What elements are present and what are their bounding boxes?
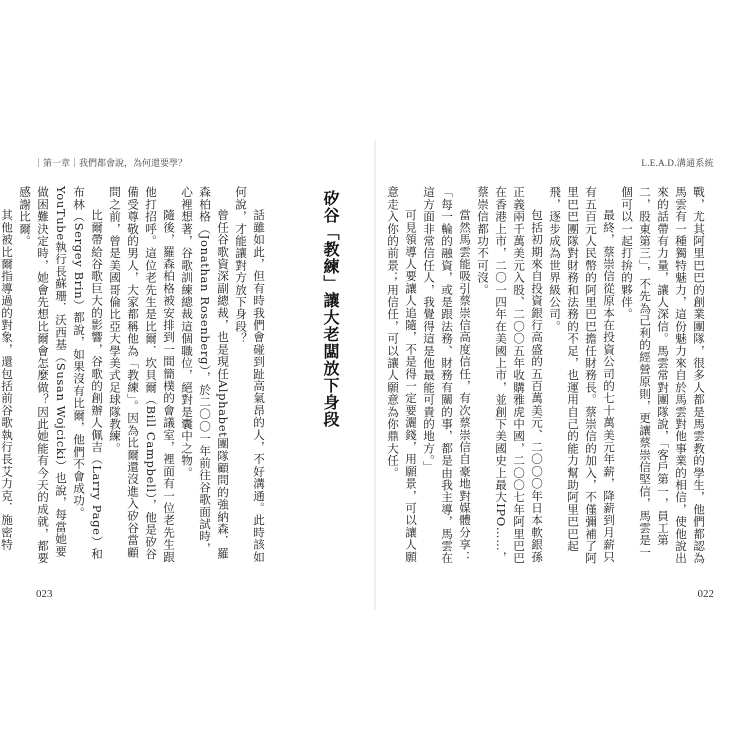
paragraph: 曾任谷歌資深副總裁，也是現任Alphabet團隊顧問的強納森．羅森柏格（Jonathan Rosenberg），於二〇〇一年前往谷歌面試時，心裡想著，谷歌訓練總裁這個職位，絕對是囊中之物。 — [180, 186, 230, 560]
left-page-number: 023 — [36, 588, 53, 600]
paragraph: 戰，尤其阿里巴巴的創業團隊，很多人都是馬雲教的學生，他們都認為馬雲有一種獨特魅力，這份魅力來自於馬雲對他事業的相信，使他說出來的話帶有力量，讓人深信。馬雲常對團隊說，「客戶第一，員工第二，股東第三」，不先為己利的經營原則，更讓蔡崇信堅信，馬雲是一個可以一起打拚的夥伴。 — [620, 186, 706, 565]
paragraph: 其他被比爾指導過的對象，還包括前谷歌執行長艾力克．施密特 — [0, 209, 14, 551]
right-page-number: 022 — [697, 588, 714, 600]
paragraph: 包括初期來自投資銀行高盛的五百萬美元、二〇〇〇年日本軟銀孫正義兩千萬美元入股、二〇〇五年收購雅虎中國，二〇〇七年阿里巴巴在香港上市，二〇一四年在美國上市，並創下美國史上最大IPO……，蔡崇信都功不可沒。 — [476, 186, 544, 565]
paragraph: 最終，蔡崇信從原本在投資公司的七十萬美元年薪，降薪到月薪只有五百元人民幣的阿里巴巴擔任財務長。蔡崇信的加入，不僅彌補了阿里巴巴團隊對財務和法務的不足，也運用自己的能力幫助阿里巴巴起飛，逐步成為世界級公司。 — [548, 186, 616, 565]
page-gutter — [374, 140, 376, 610]
section-heading: 矽谷「教練」讓大老闆放下身段 — [321, 190, 340, 428]
paragraph: 可見領導人要讓人追隨，不是得一定要灑錢，用願景，可以讓人願意走入你的前景；用信任，可以讓人願意為你鼎大任。 — [386, 186, 418, 563]
right-page-body — [386, 186, 708, 566]
left-page-body — [0, 186, 268, 566]
paragraph: 隨後，羅森柏格被安排到一間簡樸的會議室，裡面有一位老先生跟他打招呼。這位老先生是比爾．坎貝爾（Bill Campbell），他是矽谷備受尊敬的男人，大家都稱他為「教練」。因為比爾還沒進入矽谷當顧問之前，曾是美國哥倫比亞大學美式足球隊教練。 — [108, 186, 176, 563]
left-running-header: ｜第一章｜我們都會說，為何還要學？ — [34, 159, 188, 169]
paragraph: 比爾帶給谷歌巨大的影響，谷歌的創辦人佩吉（Larry Page）和布林（Sergey Brin）都說，如果沒有比爾，他們不會成功。YouTube執行長蘇珊．沃西基（Susan Wojcicki）也說，每當她要做困難決定時，她會先想比爾會怎麼做？因此她能有今天的成就，都要感謝比爾。 — [18, 186, 104, 565]
right-running-header: L.E.A.D.溝通系統 — [641, 158, 714, 168]
paragraph: 話雖如此，但有時我們會碰到趾高氣昂的人，不好溝通。此時該如何說，才能讓對方放下身段？ — [234, 186, 266, 563]
paragraph: 當然馬雲能吸引蔡崇信高度信任，有次蔡崇信自豪地對媒體分享：「每一輪的融資，或是跟法務、財務有關的事，都是由我主導，馬雲在這方面非常信任人，我覺得這是他最能可貴的地方。」 — [422, 186, 472, 565]
